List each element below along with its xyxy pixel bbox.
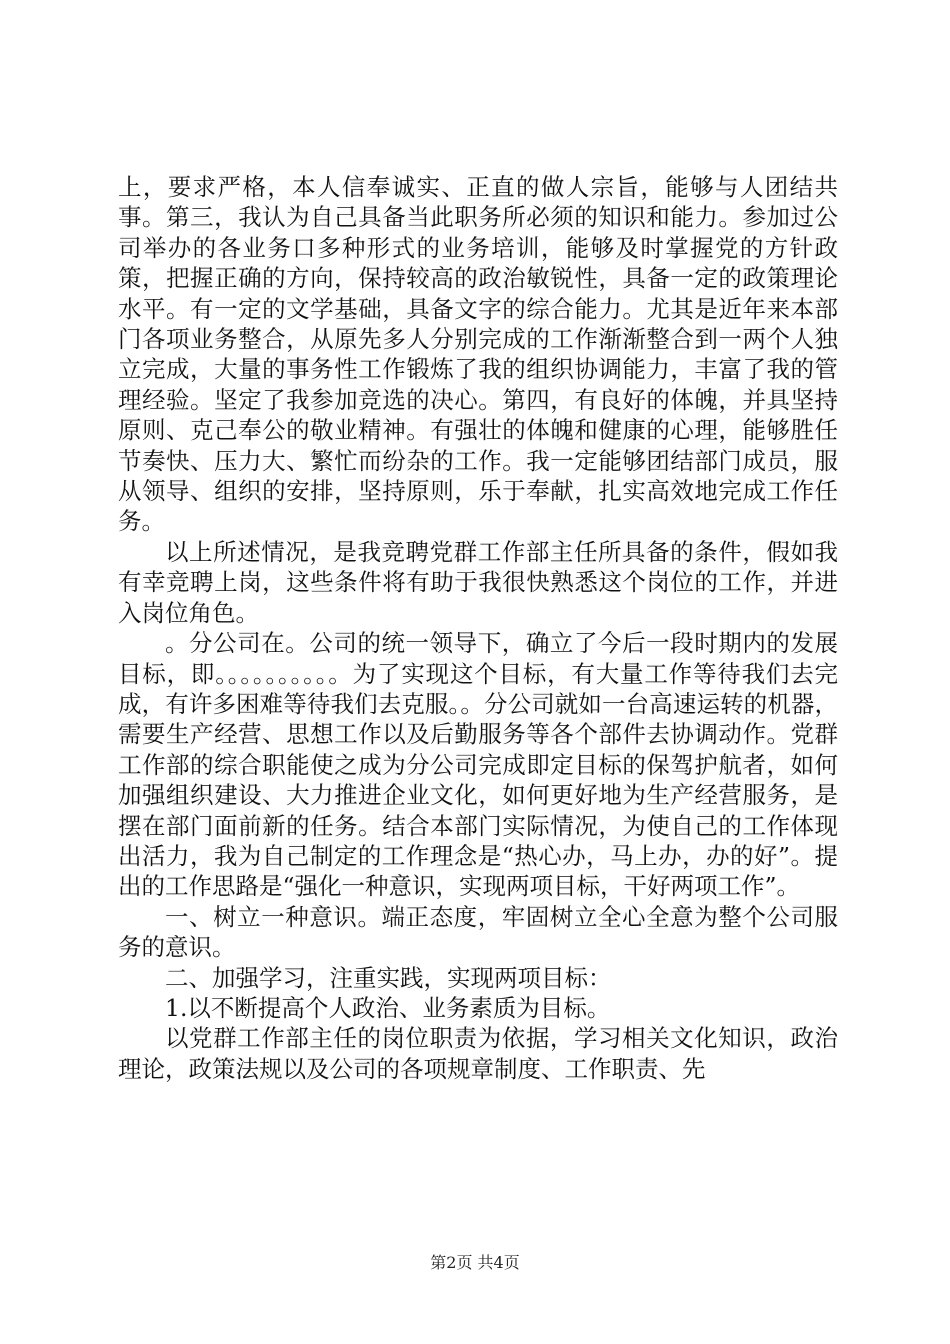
paragraph-6: 1.以不断提高个人政治、业务素质为目标。 — [165, 993, 611, 1022]
paragraph-5: 二、加强学习，注重实践，实现两项目标： — [165, 963, 612, 992]
page-number: 第2页 共4页 — [430, 1253, 520, 1272]
paragraph-1: 上，要求严格，本人信奉诚实、正直的做人宗旨，能够与人团结共事。第三，我认为自己具备当此职务所必须的知识和能力。参加过公司举办的各业务口多种形式的业务培训，能够及时掌握党的方针政策，把握正确的方向，保持较高的政治敏锐性，具备一定的政策理论水平。有一定的文学基础，具备文字的综合能力。尤其是近年来本部门各项业务整合，从原先多人分别完成的工作渐渐整合到一两个人独立完成，大量的事务性工作锻炼了我的组织协调能力，丰富了我的管理经验。坚定了我参加竞选的决心。第四，有良好的体魄，并具坚持原则、克己奉公的敬业精神。有强壮的体魄和健康的心理，能够胜任节奏快、压力大、繁忙而纷杂的工作。我一定能够团结部门成员，服从领导、组织的安排，坚持原则，乐于奉献，扎实高效地完成工作任务。 — [118, 173, 838, 536]
page-footer — [0, 1250, 950, 1273]
paragraph-3: 。分公司在。公司的统一领导下，确立了今后一段时期内的发展目标，即。。。。。。。。。。为了实现这个目标，有大量工作等待我们去完成，有许多困难等待我们去克服。。分公司就如一台高速运转的机器，需要生产经营、思想工作以及后勤服务等各个部件去协调动作。党群工作部的综合职能使之成为分公司完成即定目标的保驾护航者，如何加强组织建设、大力推进企业文化，如何更好地为生产经营服务，是摆在部门面前新的任务。结合本部门实际情况，为使自己的工作体现出活力，我为自己制定的工作理念是“热心办，马上办，办的好”。提出的工作思路是“强化一种意识，实现两项目标，干好两项工作”。 — [118, 629, 838, 901]
document-body — [118, 172, 838, 1084]
paragraph-2: 以上所述情况，是我竞聘党群工作部主任所具备的条件，假如我有幸竞聘上岗，这些条件将有助于我很快熟悉这个岗位的工作，并进入岗位角色。 — [118, 537, 838, 627]
paragraph-7: 以党群工作部主任的岗位职责为依据，学习相关文化知识，政治理论，政策法规以及公司的各项规章制度、工作职责、先 — [118, 1024, 838, 1083]
paragraph-4: 一、树立一种意识。端正态度，牢固树立全心全意为整个公司服务的意识。 — [118, 902, 838, 962]
